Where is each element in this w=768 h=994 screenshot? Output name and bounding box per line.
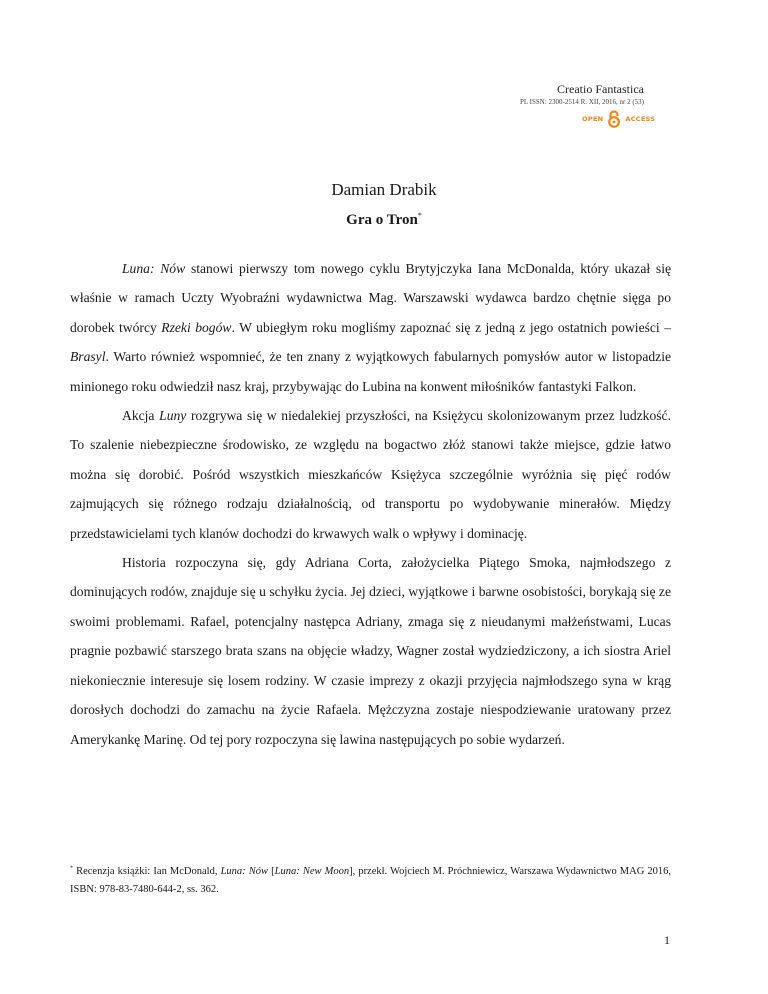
footnote-title-pl: Luna: Nów bbox=[220, 866, 269, 877]
article-body bbox=[70, 254, 671, 754]
p1-text-1: stanowi pierwszy tom nowego cyklu Brytyjczyka Iana McDonalda, który ukazał się właśnie w ramach Uczty Wyobraźni wydawnictwa Mag. Warszawski wydawca bardzo chętnie sięga po dorobek twórcy bbox=[70, 261, 672, 335]
book-title-brasyl: Brasyl bbox=[70, 349, 106, 365]
paragraph-1 bbox=[70, 254, 671, 401]
journal-header bbox=[520, 82, 644, 107]
footnote-text-2: [ bbox=[268, 866, 275, 877]
book-title-rzeki-bogow: Rzeki bogów bbox=[161, 319, 232, 335]
article-title bbox=[0, 212, 768, 229]
journal-name: Creatio Fantastica bbox=[557, 82, 644, 96]
page-number: 1 bbox=[664, 933, 670, 947]
book-title-luny: Luny bbox=[159, 408, 187, 424]
open-lock-icon bbox=[607, 110, 621, 128]
footnote-text-3: ], przekł. Wojciech M. Próchniewicz, Warszawa Wydawnictwo MAG 2016, ISBN: 978-83-7480-644-2, ss. 362. bbox=[70, 866, 672, 895]
footnote bbox=[70, 863, 671, 899]
open-access-right-text: ACCESS bbox=[625, 115, 656, 123]
paragraph-2 bbox=[70, 401, 671, 548]
p2-text-2: rozgrywa się w niedalekiej przyszłości, na Księżycu skolonizowanym przez ludzkość. To szalenie niebezpieczne środowisko, ze względu na bogactwo złóż stanowi także miejsce, gdzie łatwo można się dorobić. Pośród wszystkich mieszkańców Księżyca szczególnie wyróżnia się pięć rodów zajmujących się różnego rodzaju działalnością, od transportu po wydobywanie minerałów. Między przedstawicielami tych klanów dochodzi do krwawych walk o wpływy i dominację. bbox=[70, 408, 671, 541]
title-footnote-mark: * bbox=[417, 211, 422, 220]
open-access-left-text: OPEN bbox=[582, 115, 604, 123]
paragraph-3: Historia rozpoczyna się, gdy Adriana Corta, założycielka Piątego Smoka, najmłodszego z dominujących rodów, znajduje się u schyłku życia. Jej dzieci, wyjątkowe i barwne osobistości, borykają się ze swoimi problemami. Rafael, potencjalny następca Adriany, zmaga się z nieudanymi małżeństwami, Lucas pragnie pozbawić starszego brata szans na objęcie władzy, Wagner został wydziedziczony, a ich siostra Ariel niekoniecznie interesuje się losem rodziny. W czasie imprezy z okazji przyjęcia najmłodszego syna w krąg dorosłych dochodzi do zamachu na życie Rafaela. Mężczyzna zostaje niespodziewanie uratowany przez Amerykankę Marinę. Od tej pory rozpoczyna się lawina następujących po sobie wydarzeń. bbox=[70, 555, 671, 747]
p2-text-1: Akcja bbox=[122, 408, 160, 424]
article-author: Damian Drabik bbox=[331, 180, 437, 199]
book-title-luna-now: Luna: Nów bbox=[122, 261, 186, 276]
article-title-text: Gra o Tron bbox=[346, 212, 418, 228]
journal-issn: PL ISSN: 2300-2514 R. XII, 2016, nr 2 (53) bbox=[520, 98, 644, 106]
open-access-logo bbox=[582, 110, 655, 128]
footnote-title-en: Luna: New Moon bbox=[274, 866, 350, 877]
p1-text-3: . Warto również wspomnieć, że ten znany z wyjątkowych fabularnych pomysłów autor w listopadzie minionego roku odwiedził nasz kraj, przybywając do Lubina na konwent miłośników fantastyki Falkon. bbox=[70, 349, 671, 394]
footnote-text-1: Recenzja książki: Ian McDonald, bbox=[73, 866, 221, 877]
footnote-mark: * bbox=[70, 865, 73, 872]
p1-text-2: . W ubiegłym roku mogliśmy zapoznać się z jedną z jego ostatnich powieści – bbox=[231, 319, 671, 335]
